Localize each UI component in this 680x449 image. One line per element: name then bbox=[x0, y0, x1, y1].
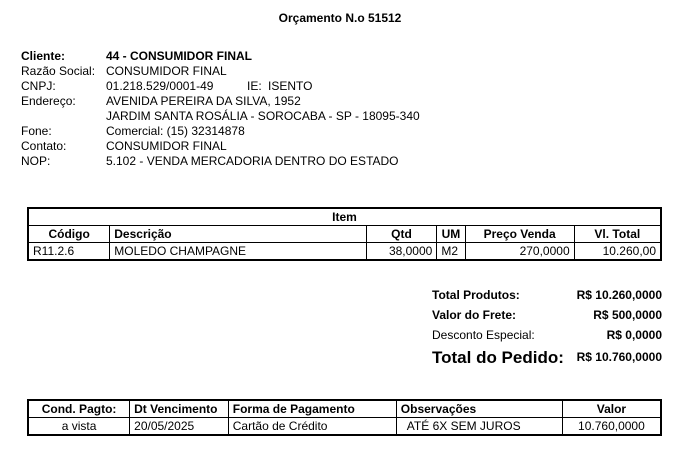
cnpj-label: CNPJ: bbox=[21, 79, 56, 93]
total-produtos-label: Total Produtos: bbox=[432, 288, 520, 302]
cnpj-value: 01.218.529/0001-49 bbox=[106, 79, 214, 93]
col-descricao: Descrição bbox=[110, 226, 366, 243]
contato-label: Contato: bbox=[21, 139, 67, 153]
payment-table bbox=[27, 399, 662, 436]
item-preco-venda: 270,0000 bbox=[465, 243, 574, 261]
fone-value: Comercial: (15) 32314878 bbox=[106, 124, 245, 138]
pay-vencimento: 20/05/2025 bbox=[130, 418, 229, 436]
desconto-especial-value: R$ 0,0000 bbox=[606, 328, 662, 342]
col-forma-pagamento: Forma de Pagamento bbox=[228, 400, 396, 418]
razao-social-label: Razão Social: bbox=[21, 64, 96, 78]
pay-observacoes: ATÉ 6X SEM JUROS bbox=[396, 418, 562, 436]
table-row bbox=[28, 243, 661, 261]
ie-value: ISENTO bbox=[268, 79, 313, 93]
endereco-line1: AVENIDA PEREIRA DA SILVA, 1952 bbox=[106, 94, 301, 108]
fone-label: Fone: bbox=[21, 124, 52, 138]
item-um: M2 bbox=[437, 243, 465, 261]
col-valor: Valor bbox=[562, 400, 661, 418]
cliente-label: Cliente: bbox=[21, 49, 66, 63]
endereco-label: Endereço: bbox=[21, 94, 76, 108]
col-qtd: Qtd bbox=[366, 226, 437, 243]
valor-frete-value: R$ 500,0000 bbox=[593, 308, 662, 322]
document-title: Orçamento N.o 51512 bbox=[278, 11, 402, 25]
col-dt-vencimento: Dt Vencimento bbox=[130, 400, 229, 418]
pay-valor: 10.760,0000 bbox=[562, 418, 661, 436]
total-pedido-value: R$ 10.760,0000 bbox=[576, 350, 662, 364]
payment-table-column-headers bbox=[28, 400, 661, 418]
valor-frete-label: Valor do Frete: bbox=[432, 308, 517, 322]
total-pedido-label: Total do Pedido: bbox=[432, 348, 564, 367]
item-qtd: 38,0000 bbox=[366, 243, 437, 261]
cliente-value: 44 - CONSUMIDOR FINAL bbox=[106, 49, 253, 63]
pay-forma: Cartão de Crédito bbox=[228, 418, 396, 436]
nop-label: NOP: bbox=[21, 154, 51, 168]
items-table-column-headers bbox=[28, 226, 661, 243]
items-table-title-row bbox=[28, 208, 661, 226]
col-vl-total: Vl. Total bbox=[574, 226, 661, 243]
col-codigo: Código bbox=[28, 226, 110, 243]
pay-cond: a vista bbox=[28, 418, 130, 436]
table-row bbox=[28, 418, 661, 436]
razao-social-value: CONSUMIDOR FINAL bbox=[106, 64, 227, 78]
items-table-header: Item bbox=[28, 208, 661, 226]
items-table bbox=[27, 207, 662, 261]
item-descricao: MOLEDO CHAMPAGNE bbox=[110, 243, 366, 261]
col-um: UM bbox=[437, 226, 465, 243]
item-codigo: R11.2.6 bbox=[28, 243, 110, 261]
ie-label: IE: bbox=[247, 79, 262, 93]
col-preco-venda: Preço Venda bbox=[465, 226, 574, 243]
endereco-line2: JARDIM SANTA ROSÁLIA - SOROCABA - SP - 18095-340 bbox=[106, 109, 420, 123]
nop-value: 5.102 - VENDA MERCADORIA DENTRO DO ESTADO bbox=[106, 154, 399, 168]
desconto-especial-label: Desconto Especial: bbox=[432, 328, 535, 342]
item-vl-total: 10.260,00 bbox=[574, 243, 661, 261]
col-observacoes: Observações bbox=[396, 400, 562, 418]
contato-value: CONSUMIDOR FINAL bbox=[106, 139, 227, 153]
total-produtos-value: R$ 10.260,0000 bbox=[576, 288, 662, 302]
col-cond-pagto: Cond. Pagto: bbox=[28, 400, 130, 418]
